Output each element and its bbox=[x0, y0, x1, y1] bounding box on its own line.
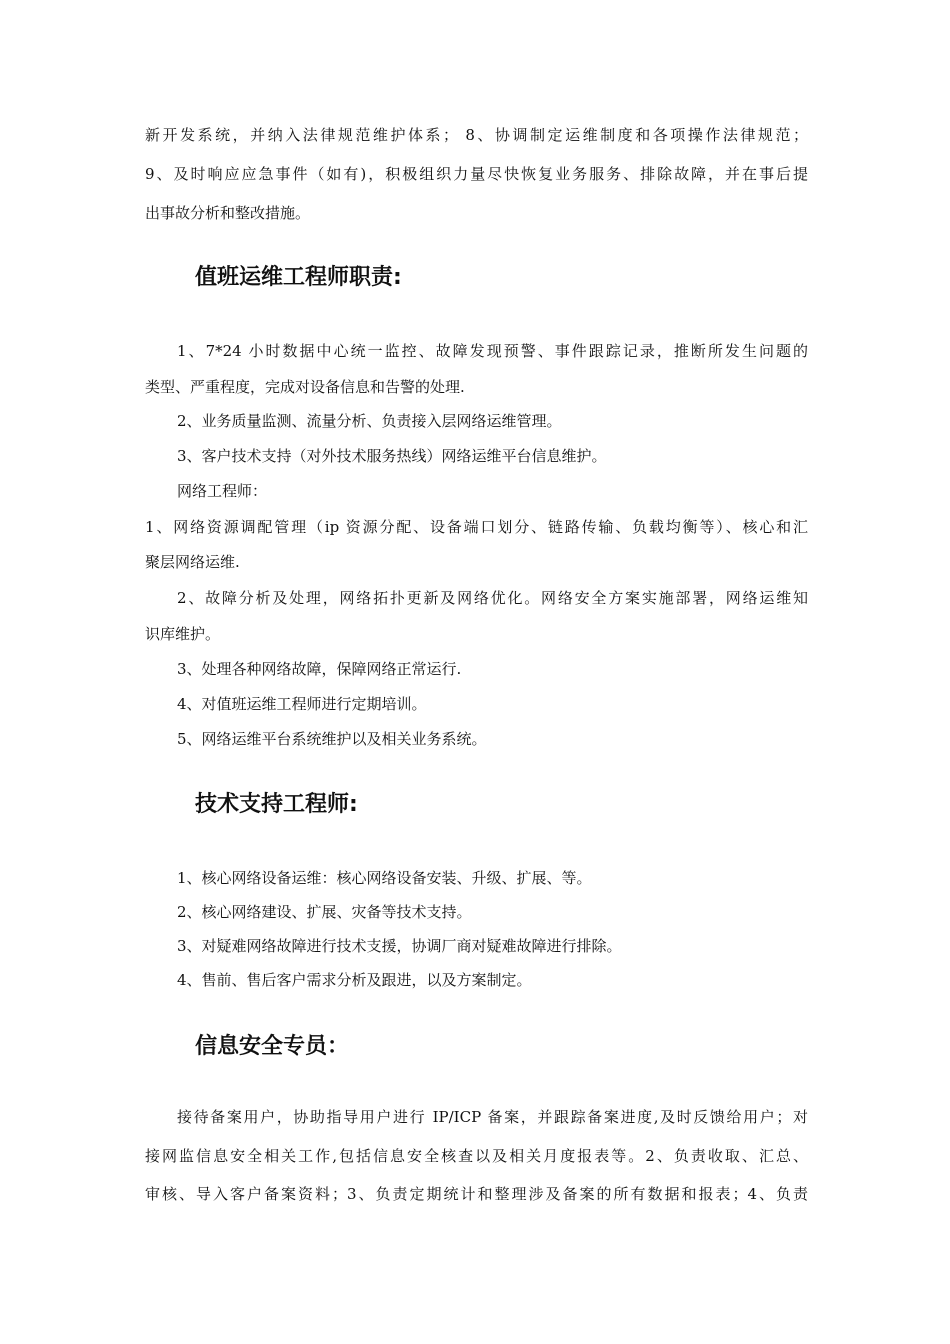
section3-line: 接网监信息安全相关工作,包括信息安全核查以及相关月度报表等。2、负责收取、汇总、 bbox=[145, 1147, 808, 1165]
network-engineer-subheading: 网络工程师： bbox=[177, 482, 268, 500]
section1-line: 2、业务质量监测、流量分析、负责接入层网络运维管理。 bbox=[177, 412, 562, 430]
section2-line: 2、核心网络建设、扩展、灾备等技术支持。 bbox=[177, 903, 472, 921]
section1-line: 3、客户技术支持（对外技术服务热线）网络运维平台信息维护。 bbox=[177, 447, 607, 465]
section1-line: 5、网络运维平台系统维护以及相关业务系统。 bbox=[177, 730, 487, 748]
section-heading-info-security-specialist: 信息安全专员： bbox=[195, 1034, 350, 1059]
section1-line: 识库维护。 bbox=[145, 625, 221, 643]
section1-line: 类型、严重程度，完成对设备信息和告警的处理. bbox=[145, 378, 465, 396]
section1-line: 聚层网络运维. bbox=[145, 553, 240, 571]
section2-line: 1、核心网络设备运维：核心网络设备安装、升级、扩展、等。 bbox=[177, 869, 592, 887]
section-heading-tech-support-engineer: 技术支持工程师: bbox=[195, 792, 358, 817]
section2-line: 3、对疑难网络故障进行技术支援，协调厂商对疑难故障进行排除。 bbox=[177, 937, 622, 955]
section-heading-duty-ops-engineer: 值班运维工程师职责: bbox=[195, 265, 402, 290]
section1-line: 1、网络资源调配管理（ip 资源分配、设备端口划分、链路传输、负载均衡等）、核心和汇 bbox=[145, 518, 808, 536]
intro-line-3: 出事故分析和整改措施。 bbox=[145, 204, 311, 222]
section1-line: 3、处理各种网络故障，保障网络正常运行. bbox=[177, 660, 462, 678]
section1-line: 4、对值班运维工程师进行定期培训。 bbox=[177, 695, 427, 713]
section1-line: 2、故障分析及处理，网络拓扑更新及网络优化。网络安全方案实施部署，网络运维知 bbox=[177, 589, 808, 607]
section1-line: 1、7*24 小时数据中心统一监控、故障发现预警、事件跟踪记录，推断所发生问题的 bbox=[177, 342, 808, 360]
section3-line: 审核、导入客户备案资料；3、负责定期统计和整理涉及备案的所有数据和报表；4、负责 bbox=[145, 1185, 808, 1203]
intro-line-2: 9、及时响应应急事件（如有)，积极组织力量尽快恢复业务服务、排除故障，并在事后提 bbox=[145, 165, 808, 183]
intro-line-1: 新开发系统，并纳入法律规范维护体系； 8、协调制定运维制度和各项操作法律规范； bbox=[145, 126, 808, 144]
section2-line: 4、售前、售后客户需求分析及跟进，以及方案制定。 bbox=[177, 971, 532, 989]
section3-line: 接待备案用户，协助指导用户进行 IP/ICP 备案，并跟踪备案进度,及时反馈给用户；对 bbox=[177, 1108, 808, 1126]
